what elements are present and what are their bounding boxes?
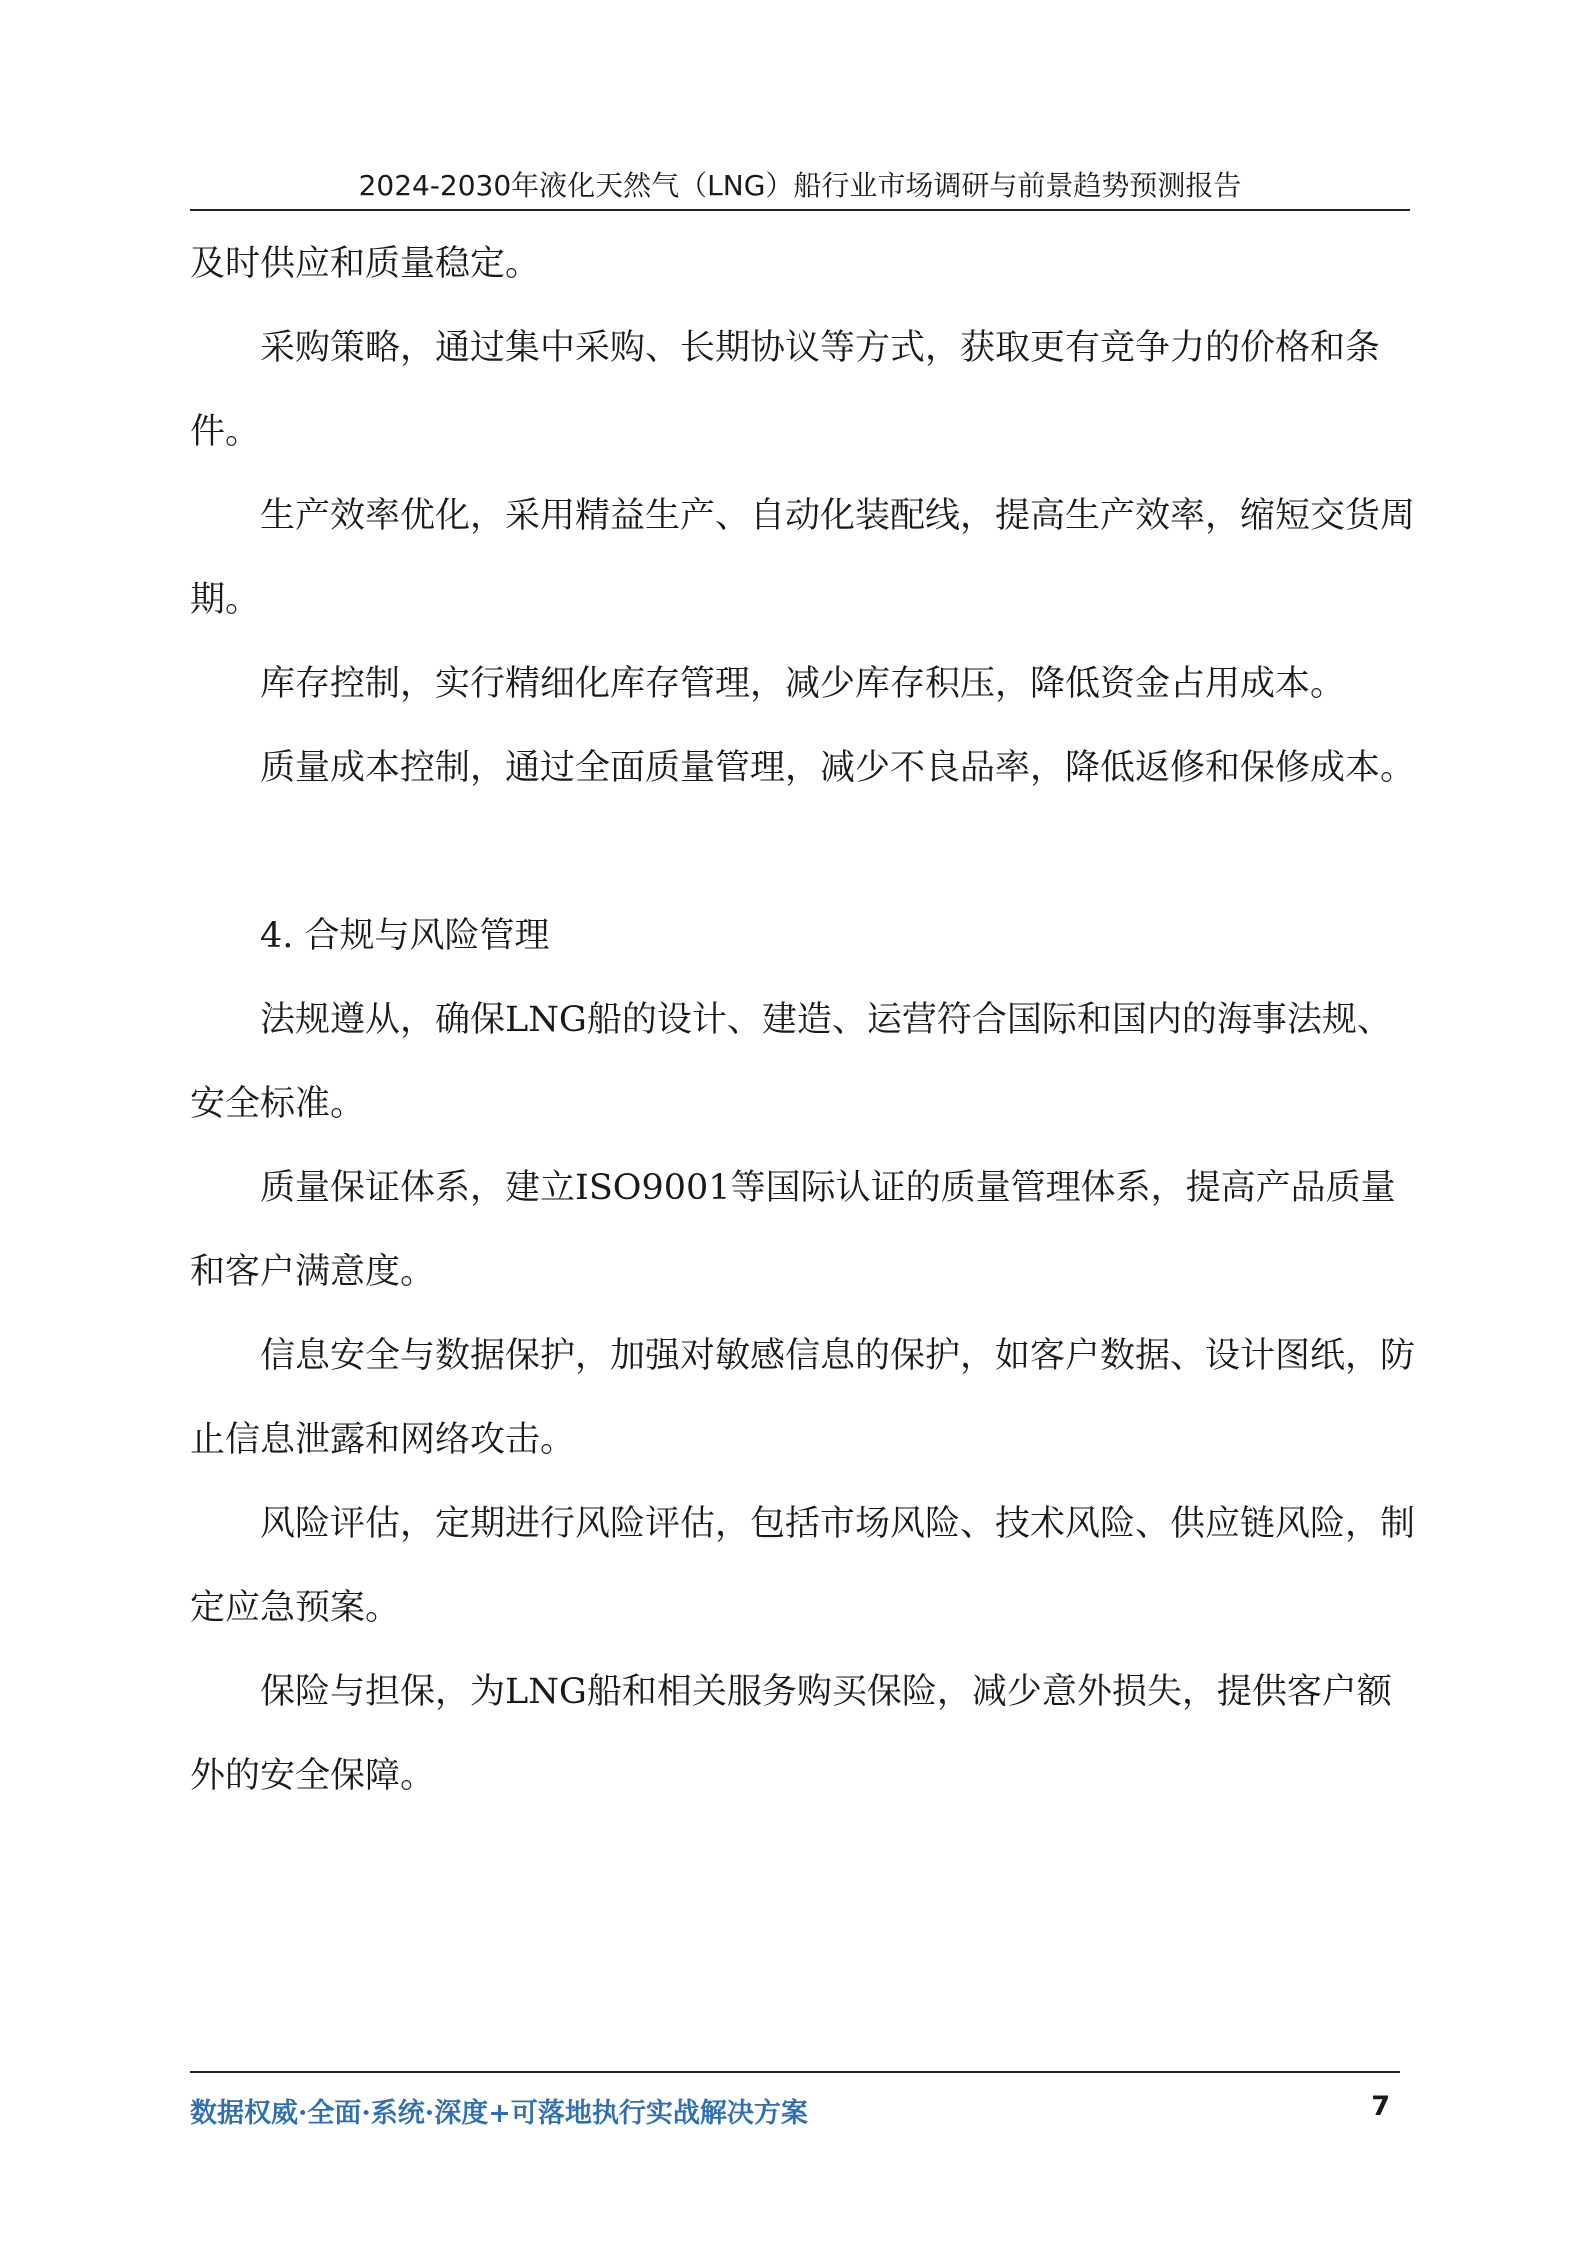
- header-divider: [190, 209, 1410, 211]
- paragraph-continuation: 及时供应和质量稳定。: [190, 244, 541, 284]
- paragraph-regulatory-compliance: 法规遵从，确保LNG船的设计、建造、运营符合国际和国内的海事法规、安全标准。: [190, 1000, 1392, 1124]
- paragraph-inventory-control: 库存控制，实行精细化库存管理，减少库存积压，降低资金占用成本。: [260, 664, 1346, 704]
- paragraph-production-efficiency: 生产效率优化，采用精益生产、自动化装配线，提高生产效率，缩短交货周期。: [190, 496, 1416, 620]
- paragraph-quality-assurance: 质量保证体系，建立ISO9001等国际认证的质量管理体系，提高产品质量和客户满意度。: [190, 1168, 1396, 1292]
- paragraph-information-security: 信息安全与数据保护，加强对敏感信息的保护，如客户数据、设计图纸，防止信息泄露和网络攻击。: [190, 1336, 1416, 1460]
- document-body: [190, 222, 1420, 1818]
- page-number: 7: [1371, 2091, 1390, 2122]
- section-heading-compliance-risk: 4. 合规与风险管理: [260, 916, 550, 956]
- paragraph-quality-cost-control: 质量成本控制，通过全面质量管理，减少不良品率，降低返修和保修成本。: [260, 748, 1416, 788]
- header-title: 2024-2030年液化天然气（LNG）船行业市场调研与前景趋势预测报告: [358, 169, 1242, 202]
- footer-divider: [190, 2071, 1400, 2073]
- paragraph-procurement-strategy: 采购策略，通过集中采购、长期协议等方式，获取更有竞争力的价格和条件。: [190, 328, 1381, 452]
- paragraph-risk-assessment: 风险评估，定期进行风险评估，包括市场风险、技术风险、供应链风险，制定应急预案。: [190, 1504, 1416, 1628]
- footer-tagline: 数据权威·全面·系统·深度+可落地执行实战解决方案: [190, 2098, 808, 2129]
- paragraph-insurance-guarantee: 保险与担保，为LNG船和相关服务购买保险，减少意外损失，提供客户额外的安全保障。: [190, 1672, 1392, 1796]
